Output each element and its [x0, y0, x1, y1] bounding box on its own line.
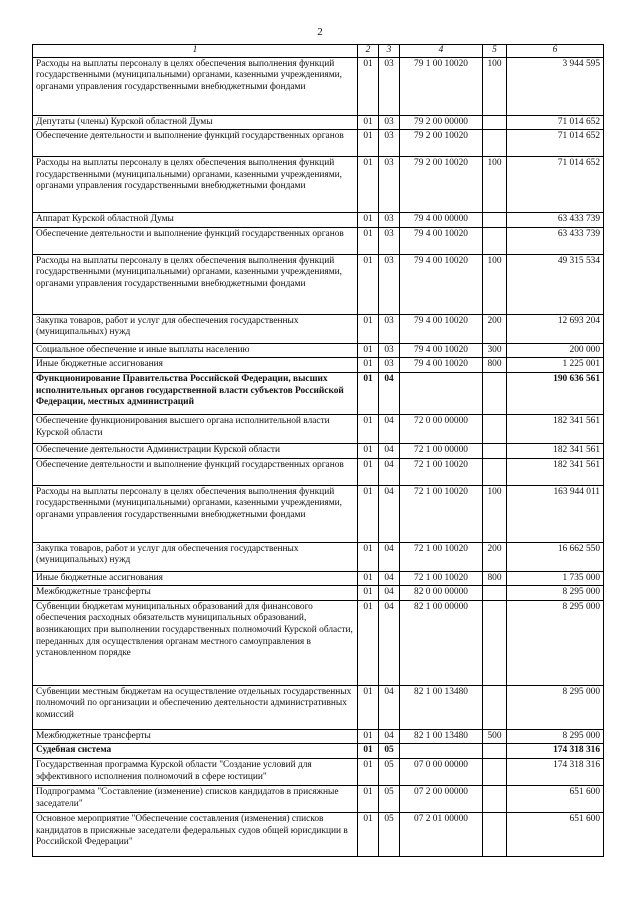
row-name-cell: Иные бюджетные ассигнования [33, 358, 358, 373]
row-target-code-cell: 82 1 00 00000 [400, 600, 483, 685]
row-subsection-cell: 03 [379, 157, 400, 213]
table-row [33, 213, 604, 228]
row-target-code-cell: 72 0 00 00000 [400, 414, 483, 443]
row-expense-type-cell: 200 [483, 314, 507, 343]
row-amount-cell: 651 600 [507, 812, 604, 856]
table-row [33, 744, 604, 759]
table-row [33, 358, 604, 373]
row-name-cell: Субвенции бюджетам муниципальных образований для финансового обеспечения расходных обязательств муниципальных образований, возникающих при выполнении государственных полномочий Курской области, переданных для осуществления органам местного самоуправления в установленном порядке [33, 600, 358, 685]
row-name-cell: Иные бюджетные ассигнования [33, 571, 358, 586]
row-section-cell: 01 [358, 130, 379, 157]
row-target-code-cell: 79 1 00 10020 [400, 57, 483, 115]
row-expense-type-cell [483, 744, 507, 759]
row-target-code-cell: 07 0 00 00000 [400, 758, 483, 785]
row-amount-cell: 3 944 595 [507, 57, 604, 115]
row-name-cell: Межбюджетные трансферты [33, 586, 358, 601]
row-section-cell: 01 [358, 600, 379, 685]
row-amount-cell: 1 735 000 [507, 571, 604, 586]
row-expense-type-cell: 100 [483, 254, 507, 314]
row-target-code-cell [400, 744, 483, 759]
row-section-cell: 01 [358, 314, 379, 343]
table-row [33, 586, 604, 601]
row-section-cell: 01 [358, 542, 379, 571]
row-name-cell: Функционирование Правительства Российской Федерации, высших исполнительных органов государственной власти субъектов Российской Федерации, местных администраций [33, 372, 358, 414]
row-amount-cell: 190 636 561 [507, 372, 604, 414]
row-amount-cell: 12 693 204 [507, 314, 604, 343]
column-header: 3 [379, 45, 400, 58]
row-name-cell: Расходы на выплаты персоналу в целях обеспечения выполнения функций государственными (муниципальными) органами, казенными учреждениями, органами управления государственными внебюджетными фондами [33, 57, 358, 115]
column-header: 6 [507, 45, 604, 58]
row-subsection-cell: 03 [379, 343, 400, 358]
row-target-code-cell: 79 4 00 10020 [400, 227, 483, 254]
table-row [33, 443, 604, 458]
row-name-cell: Расходы на выплаты персоналу в целях обеспечения выполнения функций государственными (муниципальными) органами, казенными учреждениями, органами управления государственными внебюджетными фондами [33, 485, 358, 542]
row-name-cell: Обеспечение деятельности и выполнение функций государственных органов [33, 458, 358, 485]
row-target-code-cell: 72 1 00 10020 [400, 485, 483, 542]
row-expense-type-cell [483, 227, 507, 254]
row-subsection-cell: 04 [379, 571, 400, 586]
row-expense-type-cell [483, 758, 507, 785]
table-row [33, 758, 604, 785]
row-subsection-cell: 03 [379, 254, 400, 314]
row-expense-type-cell [483, 785, 507, 812]
row-subsection-cell: 05 [379, 812, 400, 856]
row-name-cell: Судебная система [33, 744, 358, 759]
table-row [33, 227, 604, 254]
row-target-code-cell: 82 1 00 13480 [400, 685, 483, 729]
table-row [33, 115, 604, 130]
row-target-code-cell: 79 2 00 10020 [400, 130, 483, 157]
row-amount-cell: 71 014 652 [507, 130, 604, 157]
row-name-cell: Государственная программа Курской области "Создание условий для эффективного исполнения полномочий в сфере юстиции" [33, 758, 358, 785]
row-section-cell: 01 [358, 458, 379, 485]
column-header: 2 [358, 45, 379, 58]
row-expense-type-cell: 300 [483, 343, 507, 358]
row-section-cell: 01 [358, 812, 379, 856]
row-name-cell: Подпрограмма "Составление (изменение) списков кандидатов в присяжные заседатели" [33, 785, 358, 812]
row-expense-type-cell: 100 [483, 485, 507, 542]
table-body [33, 57, 604, 856]
row-subsection-cell: 05 [379, 744, 400, 759]
row-section-cell: 01 [358, 213, 379, 228]
row-target-code-cell: 72 1 00 10020 [400, 542, 483, 571]
table-row [33, 314, 604, 343]
row-section-cell: 01 [358, 358, 379, 373]
row-expense-type-cell: 800 [483, 358, 507, 373]
row-section-cell: 01 [358, 414, 379, 443]
row-target-code-cell: 79 4 00 00000 [400, 213, 483, 228]
row-name-cell: Депутаты (члены) Курской областной Думы [33, 115, 358, 130]
table-row [33, 343, 604, 358]
row-section-cell: 01 [358, 729, 379, 744]
table-row [33, 485, 604, 542]
row-subsection-cell: 03 [379, 57, 400, 115]
column-header: 4 [400, 45, 483, 58]
row-amount-cell: 163 944 011 [507, 485, 604, 542]
row-section-cell: 01 [358, 744, 379, 759]
row-expense-type-cell [483, 443, 507, 458]
row-target-code-cell: 07 2 01 00000 [400, 812, 483, 856]
row-amount-cell: 651 600 [507, 785, 604, 812]
table-row [33, 685, 604, 729]
row-target-code-cell: 79 4 00 10020 [400, 358, 483, 373]
table-row [33, 254, 604, 314]
row-section-cell: 01 [358, 758, 379, 785]
table-row [33, 414, 604, 443]
row-subsection-cell: 04 [379, 485, 400, 542]
row-target-code-cell: 79 2 00 00000 [400, 115, 483, 130]
table-row [33, 130, 604, 157]
row-expense-type-cell: 800 [483, 571, 507, 586]
row-target-code-cell: 82 1 00 13480 [400, 729, 483, 744]
budget-table [32, 44, 604, 857]
row-expense-type-cell [483, 213, 507, 228]
row-target-code-cell [400, 372, 483, 414]
row-amount-cell: 49 315 534 [507, 254, 604, 314]
row-name-cell: Закупка товаров, работ и услуг для обеспечения государственных (муниципальных) нужд [33, 542, 358, 571]
row-name-cell: Субвенции местным бюджетам на осуществление отдельных государственных полномочий по организации и обеспечению деятельности административных комиссий [33, 685, 358, 729]
row-amount-cell: 1 225 001 [507, 358, 604, 373]
row-section-cell: 01 [358, 485, 379, 542]
row-subsection-cell: 04 [379, 414, 400, 443]
row-name-cell: Расходы на выплаты персоналу в целях обеспечения выполнения функций государственными (муниципальными) органами, казенными учреждениями, органами управления государственными внебюджетными фондами [33, 254, 358, 314]
row-amount-cell: 63 433 739 [507, 227, 604, 254]
row-section-cell: 01 [358, 254, 379, 314]
row-expense-type-cell [483, 600, 507, 685]
row-expense-type-cell: 500 [483, 729, 507, 744]
row-expense-type-cell: 100 [483, 157, 507, 213]
row-target-code-cell: 79 4 00 10020 [400, 343, 483, 358]
table-row [33, 729, 604, 744]
row-subsection-cell: 03 [379, 115, 400, 130]
row-amount-cell: 71 014 652 [507, 115, 604, 130]
row-amount-cell: 8 295 000 [507, 685, 604, 729]
row-amount-cell: 200 000 [507, 343, 604, 358]
row-name-cell: Межбюджетные трансферты [33, 729, 358, 744]
row-expense-type-cell: 100 [483, 57, 507, 115]
table-row [33, 458, 604, 485]
row-section-cell: 01 [358, 372, 379, 414]
row-section-cell: 01 [358, 157, 379, 213]
row-section-cell: 01 [358, 443, 379, 458]
table-row [33, 372, 604, 414]
row-subsection-cell: 03 [379, 314, 400, 343]
row-subsection-cell: 04 [379, 600, 400, 685]
row-amount-cell: 182 341 561 [507, 443, 604, 458]
row-expense-type-cell [483, 812, 507, 856]
row-target-code-cell: 82 0 00 00000 [400, 586, 483, 601]
row-target-code-cell: 72 1 00 10020 [400, 458, 483, 485]
row-expense-type-cell [483, 414, 507, 443]
row-section-cell: 01 [358, 685, 379, 729]
row-amount-cell: 63 433 739 [507, 213, 604, 228]
row-subsection-cell: 05 [379, 785, 400, 812]
table-row [33, 157, 604, 213]
row-section-cell: 01 [358, 57, 379, 115]
row-target-code-cell: 79 4 00 10020 [400, 314, 483, 343]
row-name-cell: Обеспечение функционирования высшего органа исполнительной власти Курской области [33, 414, 358, 443]
row-amount-cell: 174 318 316 [507, 744, 604, 759]
row-amount-cell: 8 295 000 [507, 729, 604, 744]
row-amount-cell: 8 295 000 [507, 600, 604, 685]
row-expense-type-cell [483, 130, 507, 157]
row-name-cell: Обеспечение деятельности и выполнение функций государственных органов [33, 130, 358, 157]
row-subsection-cell: 03 [379, 130, 400, 157]
row-amount-cell: 16 662 550 [507, 542, 604, 571]
row-expense-type-cell [483, 115, 507, 130]
row-section-cell: 01 [358, 115, 379, 130]
row-amount-cell: 71 014 652 [507, 157, 604, 213]
row-subsection-cell: 04 [379, 542, 400, 571]
row-section-cell: 01 [358, 586, 379, 601]
row-subsection-cell: 05 [379, 758, 400, 785]
row-subsection-cell: 03 [379, 358, 400, 373]
column-header: 1 [33, 45, 358, 58]
row-target-code-cell: 07 2 00 00000 [400, 785, 483, 812]
row-target-code-cell: 72 1 00 10020 [400, 571, 483, 586]
row-subsection-cell: 03 [379, 227, 400, 254]
row-section-cell: 01 [358, 785, 379, 812]
row-subsection-cell: 04 [379, 372, 400, 414]
table-row [33, 571, 604, 586]
row-subsection-cell: 04 [379, 458, 400, 485]
table-row [33, 57, 604, 115]
row-subsection-cell: 04 [379, 586, 400, 601]
row-amount-cell: 174 318 316 [507, 758, 604, 785]
table-header-row [33, 45, 604, 58]
row-section-cell: 01 [358, 343, 379, 358]
table-row [33, 812, 604, 856]
row-target-code-cell: 72 1 00 00000 [400, 443, 483, 458]
row-amount-cell: 8 295 000 [507, 586, 604, 601]
row-name-cell: Основное мероприятие "Обеспечение составления (изменения) списков кандидатов в присяжные заседатели федеральных судов общей юрисдикции в Российской Федерации" [33, 812, 358, 856]
table-row [33, 600, 604, 685]
row-target-code-cell: 79 4 00 10020 [400, 254, 483, 314]
row-name-cell: Социальное обеспечение и иные выплаты населению [33, 343, 358, 358]
row-subsection-cell: 04 [379, 443, 400, 458]
row-name-cell: Обеспечение деятельности Администрации Курской области [33, 443, 358, 458]
page-number: 2 [317, 26, 323, 38]
table-row [33, 542, 604, 571]
row-name-cell: Обеспечение деятельности и выполнение функций государственных органов [33, 227, 358, 254]
row-expense-type-cell [483, 458, 507, 485]
row-subsection-cell: 03 [379, 213, 400, 228]
row-target-code-cell: 79 2 00 10020 [400, 157, 483, 213]
table-row [33, 785, 604, 812]
row-expense-type-cell [483, 372, 507, 414]
row-amount-cell: 182 341 561 [507, 414, 604, 443]
row-name-cell: Аппарат Курской областной Думы [33, 213, 358, 228]
row-expense-type-cell: 200 [483, 542, 507, 571]
column-header: 5 [483, 45, 507, 58]
row-expense-type-cell [483, 685, 507, 729]
row-subsection-cell: 04 [379, 685, 400, 729]
row-section-cell: 01 [358, 227, 379, 254]
row-expense-type-cell [483, 586, 507, 601]
row-name-cell: Закупка товаров, работ и услуг для обеспечения государственных (муниципальных) нужд [33, 314, 358, 343]
row-amount-cell: 182 341 561 [507, 458, 604, 485]
row-section-cell: 01 [358, 571, 379, 586]
row-name-cell: Расходы на выплаты персоналу в целях обеспечения выполнения функций государственными (муниципальными) органами, казенными учреждениями, органами управления государственными внебюджетными фондами [33, 157, 358, 213]
row-subsection-cell: 04 [379, 729, 400, 744]
